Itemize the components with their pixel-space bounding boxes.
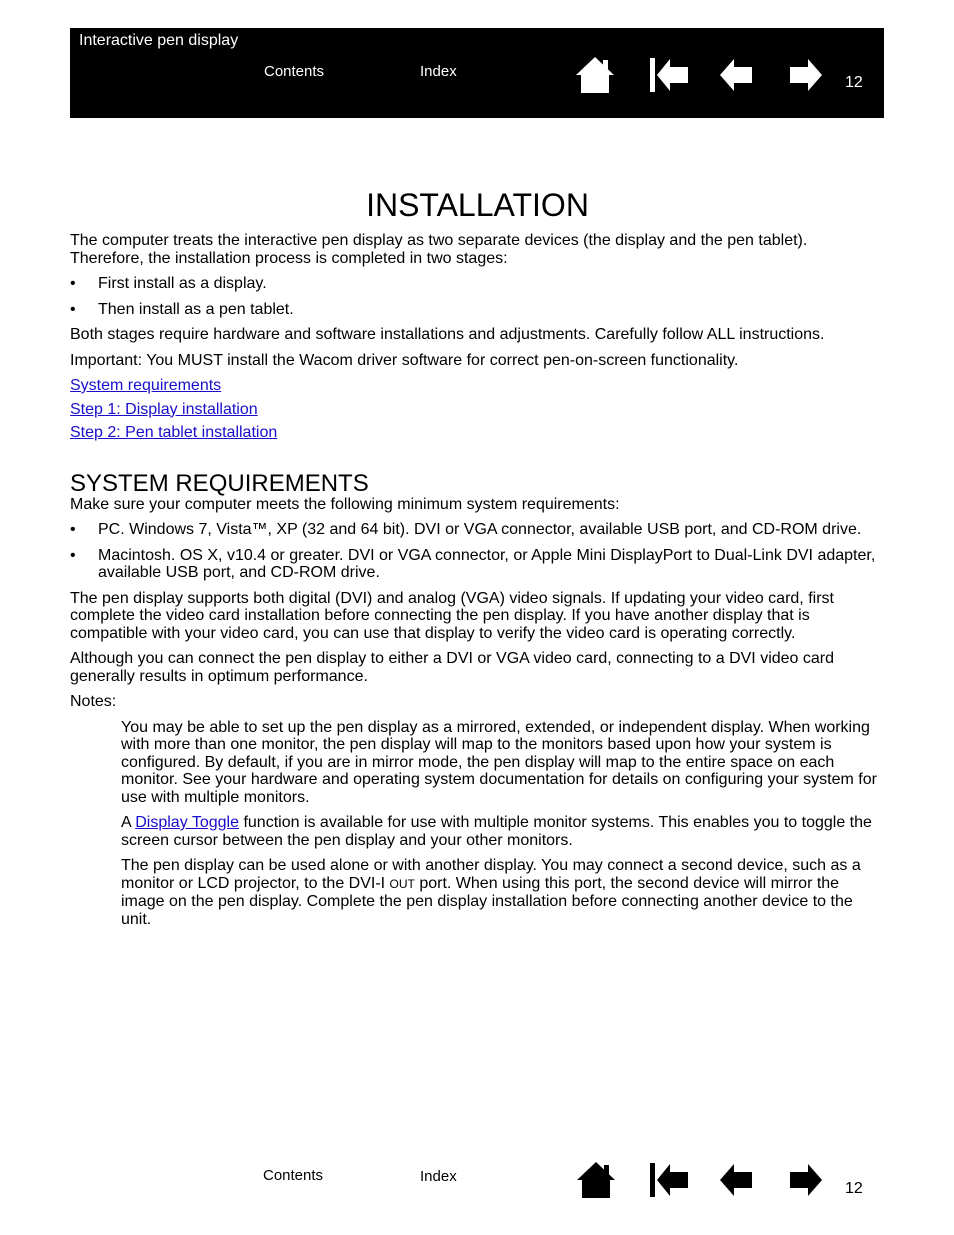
note-paragraph: You may be able to set up the pen display as a mirrored, extended, or independent display. When working with more than one monitor, the pen display will map to the monitors based upon how your system is configured. By default, if you are in mirror mode, the pen display will map to the entire space on each monitor. See your hardware and operating system documentation for details on configuring your system for use with multiple monitors. bbox=[121, 718, 877, 806]
list-item: • Macintosh. OS X, v10.4 or greater. DVI or VGA connector, or Apple Mini DisplayPort to Dual-Link DVI adapter, available USB port, and CD-ROM drive. bbox=[70, 546, 876, 581]
requirements-list bbox=[70, 521, 885, 582]
previous-page-icon[interactable] bbox=[716, 55, 758, 95]
section-links bbox=[70, 377, 885, 442]
list-item: • Then install as a pen tablet. bbox=[70, 300, 294, 318]
stages-paragraph: Both stages require hardware and software installations and adjustments. Carefully follow ALL instructions. bbox=[70, 326, 825, 343]
list-item: • First install as a display. bbox=[70, 275, 267, 292]
notes-label: Notes: bbox=[70, 693, 117, 710]
page-header bbox=[70, 28, 884, 118]
notes-block bbox=[70, 719, 885, 929]
stages-list bbox=[70, 275, 885, 318]
next-page-icon[interactable] bbox=[784, 55, 826, 95]
pen-tablet-installation-link[interactable]: Step 2: Pen tablet installation bbox=[70, 424, 278, 441]
system-requirements-link[interactable]: System requirements bbox=[70, 377, 222, 394]
document-title: Interactive pen display bbox=[79, 32, 239, 49]
contents-link[interactable]: Contents bbox=[263, 1167, 324, 1184]
first-page-icon[interactable] bbox=[648, 1160, 690, 1200]
display-installation-link[interactable]: Step 1: Display installation bbox=[70, 400, 258, 418]
first-page-icon[interactable] bbox=[648, 55, 690, 95]
important-paragraph: Important: You MUST install the Wacom driver software for correct pen-on-screen functionality. bbox=[70, 351, 739, 369]
contents-link[interactable]: Contents bbox=[264, 63, 325, 80]
requirements-intro: Make sure your computer meets the following minimum system requirements: bbox=[70, 495, 620, 513]
index-link[interactable]: Index bbox=[420, 1168, 457, 1185]
next-page-icon[interactable] bbox=[784, 1160, 826, 1200]
page-content bbox=[70, 185, 885, 936]
list-item: • PC. Windows 7, Vista™, XP (32 and 64 bit). DVI or VGA connector, available USB port, and CD-ROM drive. bbox=[70, 521, 862, 538]
page-number: 12 bbox=[845, 1180, 863, 1197]
display-toggle-link[interactable]: Display Toggle bbox=[135, 814, 239, 831]
note-paragraph: A Display Toggle function is available for use with multiple monitor systems. This enables you to toggle the screen cursor between the pen display and your other monitors. bbox=[121, 814, 872, 849]
dvi-paragraph: Although you can connect the pen display to either a DVI or VGA video card, connecting to a DVI video card generally results in optimum performance. bbox=[70, 650, 835, 685]
intro-paragraph: The computer treats the interactive pen display as two separate devices (the display and the pen tablet). Therefore, the installation process is completed in two stages: bbox=[70, 232, 808, 267]
home-icon[interactable] bbox=[574, 55, 616, 95]
note-paragraph: The pen display can be used alone or with another display. You may connect a second device, such as a monitor or LCD projector, to the DVI-I OUT port. When using this port, the second device will mirror the image on the pen display. Complete the pen display installation before connecting another device to the unit. bbox=[121, 857, 861, 928]
previous-page-icon[interactable] bbox=[716, 1160, 758, 1200]
video-signals-paragraph: The pen display supports both digital (DVI) and analog (VGA) video signals. If updating your video card, first complete the video card installation before connecting the pen display. If you have another display that is compatible with your video card, you can use that display to verify the video card is operating correctly. bbox=[70, 589, 834, 642]
page-footer bbox=[70, 1152, 884, 1212]
page-number: 12 bbox=[845, 74, 863, 91]
section-heading: SYSTEM REQUIREMENTS bbox=[70, 469, 369, 497]
index-link[interactable]: Index bbox=[420, 63, 457, 80]
home-icon[interactable] bbox=[575, 1160, 617, 1200]
page-title: INSTALLATION bbox=[366, 187, 589, 223]
